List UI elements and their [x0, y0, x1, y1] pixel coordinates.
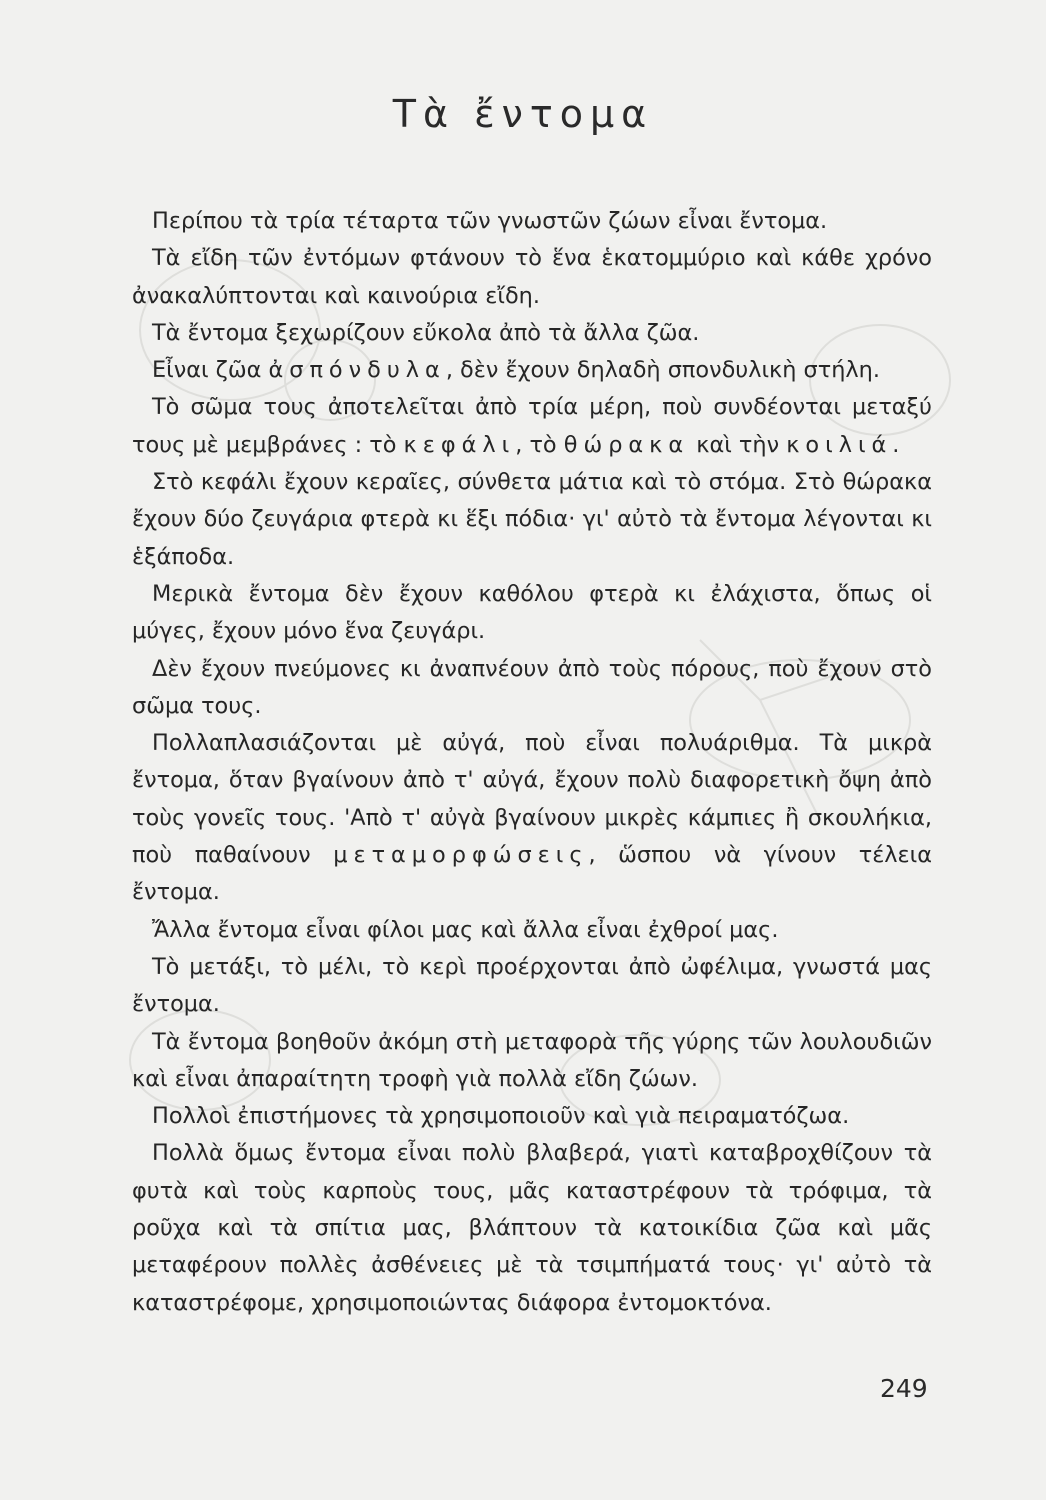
page-number: 249 [880, 1374, 928, 1403]
paragraph [132, 203, 932, 240]
paragraph [132, 352, 932, 389]
paragraph [132, 725, 932, 911]
page-title: Τὰ ἔντομα [392, 92, 654, 136]
text-run: Στὸ κεφάλι ἔχουν κεραῖες, σύνθετα μάτια καὶ τὸ στόμα. Στὸ θώρακα ἔχουν δύο ζευγάρια φτερὰ κι ἕξι πόδια· γι' αὐτὸ τὰ ἔντομα λέγονται κι ἑξάποδα. [132, 469, 932, 570]
text-run: . [892, 431, 900, 458]
paragraph [132, 1024, 932, 1099]
paragraph [132, 389, 932, 464]
emphasized-term: μεταμορφώσεις [333, 842, 589, 869]
emphasized-term: ἀσπόνδυλα [268, 357, 446, 384]
text-run: Μερικὰ ἔντομα δὲν ἔχουν καθόλου φτερὰ κι ἐλάχιστα, ὅπως οἱ μύγες, ἔχουν μόνο ἕνα ζευγάρι. [132, 580, 932, 645]
text-run: Τὰ εἴδη τῶν ἐντόμων φτάνουν τὸ ἕνα ἑκατομμύριο καὶ κάθε χρόνο ἀνακαλύπτονται καὶ καινούρια εἴδη. [132, 245, 932, 309]
text-run: , τὸ [515, 431, 564, 458]
paragraph [132, 240, 932, 315]
paragraph [132, 651, 932, 726]
text-run: Τὸ σῶμα τους ἀποτελεῖται ἀπὸ τρία μέρη, ποὺ συνδέονται μεταξύ τους μὲ μεμβράνες : τὸ [132, 394, 932, 458]
emphasized-term: κοιλιά [786, 431, 893, 458]
text-run: Τὸ μετάξι, τὸ μέλι, τὸ κερὶ προέρχονται ἀπὸ ὠφέλιμα, γνωστά μας ἔντομα. [132, 953, 932, 1018]
emphasized-term: κεφάλι [403, 431, 516, 458]
text-run: Περίπου τὰ τρία τέταρτα τῶν γνωστῶν ζώων εἶναι ἔντομα. [152, 208, 828, 234]
text-run: καὶ τὴν [689, 431, 787, 458]
paragraph [132, 576, 932, 651]
text-run: , ὥσπου νὰ γίνουν τέλεια ἔντομα. [132, 842, 932, 906]
text-run: Εἶναι ζῶα [152, 357, 269, 384]
paragraph [132, 464, 932, 576]
text-run: Τὰ ἔντομα βοηθοῦν ἀκόμη στὴ μεταφορὰ τῆς γύρης τῶν λουλουδιῶν καὶ εἶναι ἀπαραίτητη τροφὴ γιὰ πολλὰ εἴδη ζώων. [132, 1028, 932, 1092]
text-run: Δὲν ἔχουν πνεύμονες κι ἀναπνέουν ἀπὸ τοὺς πόρους, ποὺ ἔχουν στὸ σῶμα τους. [132, 655, 932, 719]
text-run: Ἄλλα ἔντομα εἶναι φίλοι μας καὶ ἄλλα εἶναι ἐχθροί μας. [152, 916, 779, 943]
paragraph [132, 949, 932, 1024]
paragraph [132, 1135, 932, 1321]
text-run: Πολλαπλασιάζονται μὲ αὐγά, ποὺ εἶναι πολυάριθμα. Τὰ μικρὰ ἔντομα, ὅταν βγαίνουν ἀπὸ τ' αὐγά, ἔχουν πολὺ διαφορετικὴ ὄψη ἀπὸ τοὺς γονεῖς τους. 'Απὸ τ' αὐγὰ βγαίνουν μικρὲς κάμπιες ἢ σκουλήκια, ποὺ παθαίνουν [132, 730, 932, 869]
article-body [132, 203, 932, 1322]
text-run: , δὲν ἔχουν δηλαδὴ σπονδυλικὴ στήλη. [445, 357, 880, 384]
text-run: Πολλοὶ ἐπιστήμονες τὰ χρησιμοποιοῦν καὶ γιὰ πειραματόζωα. [152, 1103, 850, 1130]
paragraph [132, 912, 932, 949]
text-run: Πολλὰ ὅμως ἔντομα εἶναι πολὺ βλαβερά, γιατὶ καταβροχθίζουν τὰ φυτὰ καὶ τοὺς καρποὺς τους, μᾶς καταστρέφουν τὰ τρόφιμα, τὰ ροῦχα καὶ τὰ σπίτια μας, βλάπτουν τὰ κατοικίδια ζῶα καὶ μᾶς μεταφέρουν πολλὲς ἀσθένειες μὲ τὰ τσιμπήματά τους· γι' αὐτὸ τὰ καταστρέφομε, χρησιμοποιώντας διάφορα ἐντομοκτόνα. [132, 1140, 932, 1316]
text-run: Τὰ ἔντομα ξεχωρίζουν εὔκολα ἀπὸ τὰ ἄλλα ζῶα. [152, 319, 700, 346]
paragraph [132, 1098, 932, 1135]
emphasized-term: θώρακα [563, 431, 690, 458]
paragraph [132, 315, 932, 352]
